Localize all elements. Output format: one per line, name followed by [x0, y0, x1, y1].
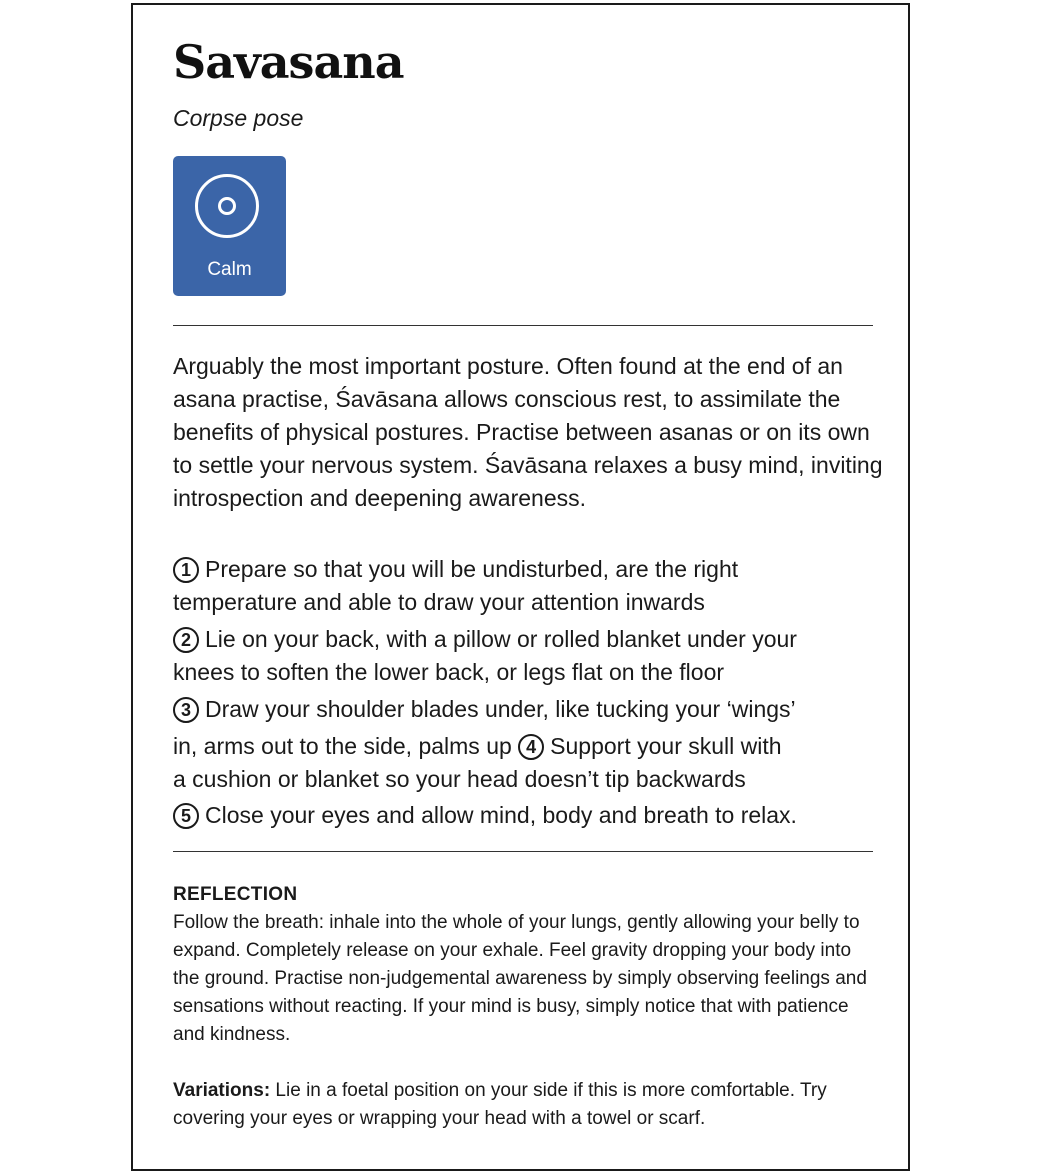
step-text: Close your eyes and allow mind, body and breath to relax.	[205, 802, 797, 828]
step-text: Lie on your back, with a pillow or rolled blanket under your	[205, 626, 797, 652]
step-text: knees to soften the lower back, or legs flat on the floor	[173, 659, 725, 685]
reflection-text: Follow the breath: inhale into the whole of your lungs, gently allowing your belly to expand. Completely release on your exhale. Feel gravity dropping your body into the ground. Practise non-judgemental awareness by simply observing feelings and sensations without reacting. If your mind is busy, simply notice that with patience and kindness.	[173, 912, 867, 1045]
step-text: a cushion or blanket so your head doesn’t tip backwards	[173, 766, 746, 792]
variations-label: Variations:	[173, 1080, 271, 1101]
step-1	[173, 553, 883, 586]
step-2	[173, 623, 883, 656]
step-3	[173, 693, 883, 726]
reflection-heading: REFLECTION	[173, 884, 298, 905]
intro-paragraph: Arguably the most important posture. Often found at the end of an asana practise, Śavāsana allows conscious rest, to assimilate the benefits of physical postures. Practise between asanas or on its own to settle your nervous system. Śavāsana relaxes a busy mind, inviting introspection and deepening awareness.	[173, 353, 883, 511]
step-number: 5	[173, 803, 199, 829]
divider	[173, 851, 873, 852]
calm-badge	[173, 156, 286, 296]
badge-label: Calm	[207, 259, 252, 280]
step-number: 3	[173, 697, 199, 723]
step-number: 1	[173, 557, 199, 583]
divider	[173, 325, 873, 326]
step-3-continued	[173, 730, 883, 763]
pose-title: Savasana	[173, 35, 404, 89]
step-text: temperature and able to draw your attention inwards	[173, 589, 705, 615]
step-5	[173, 799, 883, 832]
calm-circle-icon-center	[218, 197, 236, 215]
calm-circle-icon	[195, 174, 259, 238]
pose-card	[131, 3, 910, 1171]
step-4-continued	[173, 763, 883, 796]
step-number: 4	[518, 734, 544, 760]
step-2-continued	[173, 656, 883, 689]
step-text: Prepare so that you will be undisturbed, are the right	[205, 556, 739, 582]
step-text: Support your skull with	[550, 733, 782, 759]
step-text: Draw your shoulder blades under, like tucking your ‘wings’	[205, 696, 796, 722]
step-number: 2	[173, 627, 199, 653]
step-list	[173, 553, 883, 832]
pose-subtitle: Corpse pose	[173, 105, 304, 131]
variations-paragraph	[173, 1077, 883, 1133]
variations-text: Lie in a foetal position on your side if this is more comfortable. Try covering your eyes or wrapping your head with a towel or scarf.	[173, 1080, 827, 1129]
step-1-continued	[173, 586, 883, 619]
step-text: in, arms out to the side, palms up	[173, 733, 519, 759]
